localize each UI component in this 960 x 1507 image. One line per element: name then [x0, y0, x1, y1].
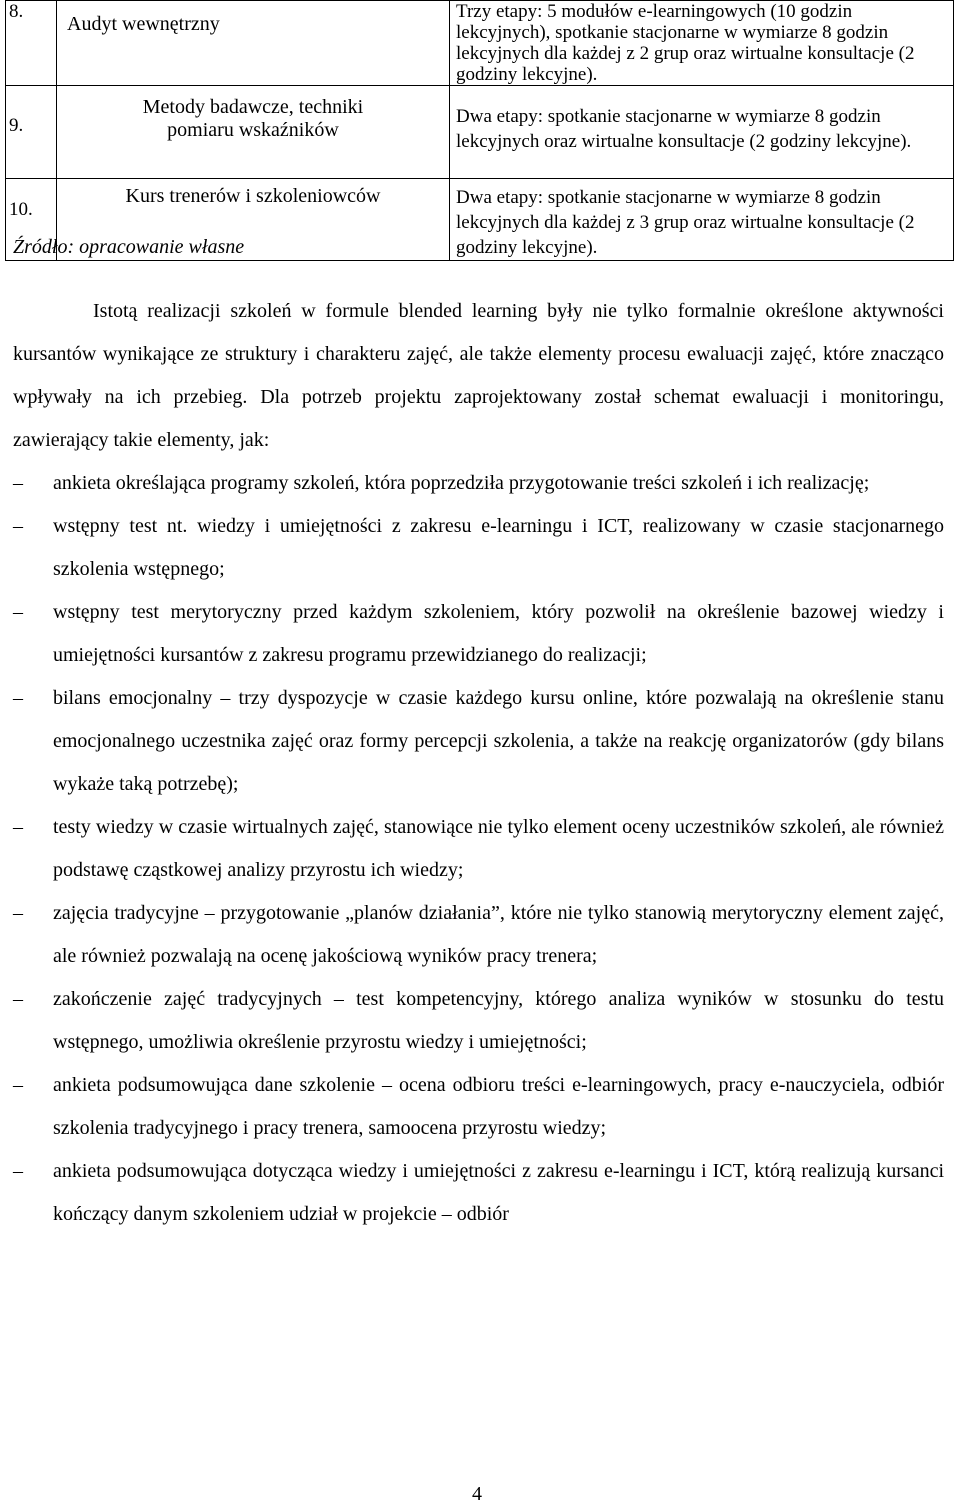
dash-bullet: –	[13, 472, 23, 494]
table-source-note: Źródło: opracowanie własne	[13, 236, 245, 258]
module-name: Audyt wewnętrzny	[57, 1, 450, 86]
row-number: 8.	[6, 1, 57, 86]
modules-table	[5, 0, 954, 261]
table-row	[6, 86, 954, 179]
dash-bullet: –	[13, 1074, 23, 1096]
dash-bullet: –	[13, 988, 23, 1010]
list-item: – ankieta określająca programy szkoleń, która poprzedziła przygotowanie treści szkoleń i ich realizację;	[13, 462, 944, 505]
list-item: – ankieta podsumowująca dane szkolenie – ocena odbioru treści e-learningowych, pracy e-nauczyciela, odbiór szkolenia tradycyjnego i pracy trenera, samoocena przyrostu wiedzy;	[13, 1064, 944, 1150]
list-item: – testy wiedzy w czasie wirtualnych zajęć, stanowiące nie tylko element oceny uczestników szkoleń, ale również podstawę cząstkowej analizy przyrostu ich wiedzy;	[13, 806, 944, 892]
dash-bullet: –	[13, 816, 23, 838]
page-number: 4	[472, 1483, 482, 1505]
list-item: – zajęcia tradycyjne – przygotowanie „planów działania”, które nie tylko stanowią merytoryczny element zajęć, ale również pozwalają na ocenę jakościową wyników pracy trenera;	[13, 892, 944, 978]
module-name: Kurs trenerów i szkoleniowców	[57, 179, 450, 261]
list-item: – zakończenie zajęć tradycyjnych – test kompetencyjny, którego analiza wyników w stosunku do testu wstępnego, umożliwia określenie przyrostu wiedzy i umiejętności;	[13, 978, 944, 1064]
list-item: – ankieta podsumowująca dotycząca wiedzy i umiejętności z zakresu e-learningu i ICT, którą realizują kursanci kończący danym szkoleniem udział w projekcie – odbiór	[13, 1150, 944, 1236]
list-item: – wstępny test merytoryczny przed każdym szkoleniem, który pozwolił na określenie bazowej wiedzy i umiejętności kursantów z zakresu programu przewidzianego do realizacji;	[13, 591, 944, 677]
dash-bullet: –	[13, 687, 23, 709]
table-row	[6, 1, 954, 86]
dash-bullet: –	[13, 1160, 23, 1182]
dash-bullet: –	[13, 515, 23, 537]
dash-bullet: –	[13, 601, 23, 623]
dash-bullet: –	[13, 902, 23, 924]
list-item: – bilans emocjonalny – trzy dyspozycje w czasie każdego kursu online, które pozwalają na określenie stanu emocjonalnego uczestnika zajęć oraz formy percepcji szkolenia, a także na reakcję organizatorów (gdy bilans wykaże taką potrzebę);	[13, 677, 944, 806]
module-description: Trzy etapy: 5 modułów e-learningowych (10 godzin lekcyjnych), spotkanie stacjonarne w wymiarze 8 godzin lekcyjnych dla każdej z 2 grup oraz wirtualne konsultacje (2 godziny lekcyjne).	[450, 1, 954, 86]
module-description: Dwa etapy: spotkanie stacjonarne w wymiarze 8 godzin lekcyjnych dla każdej z 3 grup oraz wirtualne konsultacje (2 godziny lekcyjne).	[450, 179, 954, 261]
module-name: Metody badawcze, techniki pomiaru wskaźników	[57, 86, 450, 179]
intro-paragraph: Istotą realizacji szkoleń w formule blended learning były nie tylko formalnie określone aktywności kursantów wynikające ze struktury i charakteru zajęć, ale także elementy procesu ewaluacji zajęć, które znacząco wpływały na ich przebieg. Dla potrzeb projektu zaprojektowany został schemat ewaluacji i monitoringu, zawierający takie elementy, jak:	[13, 300, 944, 451]
list-item: – wstępny test nt. wiedzy i umiejętności z zakresu e-learningu i ICT, realizowany w czasie stacjonarnego szkolenia wstępnego;	[13, 505, 944, 591]
main-text	[13, 290, 944, 1236]
row-number: 9.	[6, 86, 57, 179]
module-description: Dwa etapy: spotkanie stacjonarne w wymiarze 8 godzin lekcyjnych oraz wirtualne konsultacje (2 godziny lekcyjne).	[450, 86, 954, 179]
row-number: 10.	[6, 179, 57, 261]
evaluation-elements-list	[13, 462, 944, 1236]
